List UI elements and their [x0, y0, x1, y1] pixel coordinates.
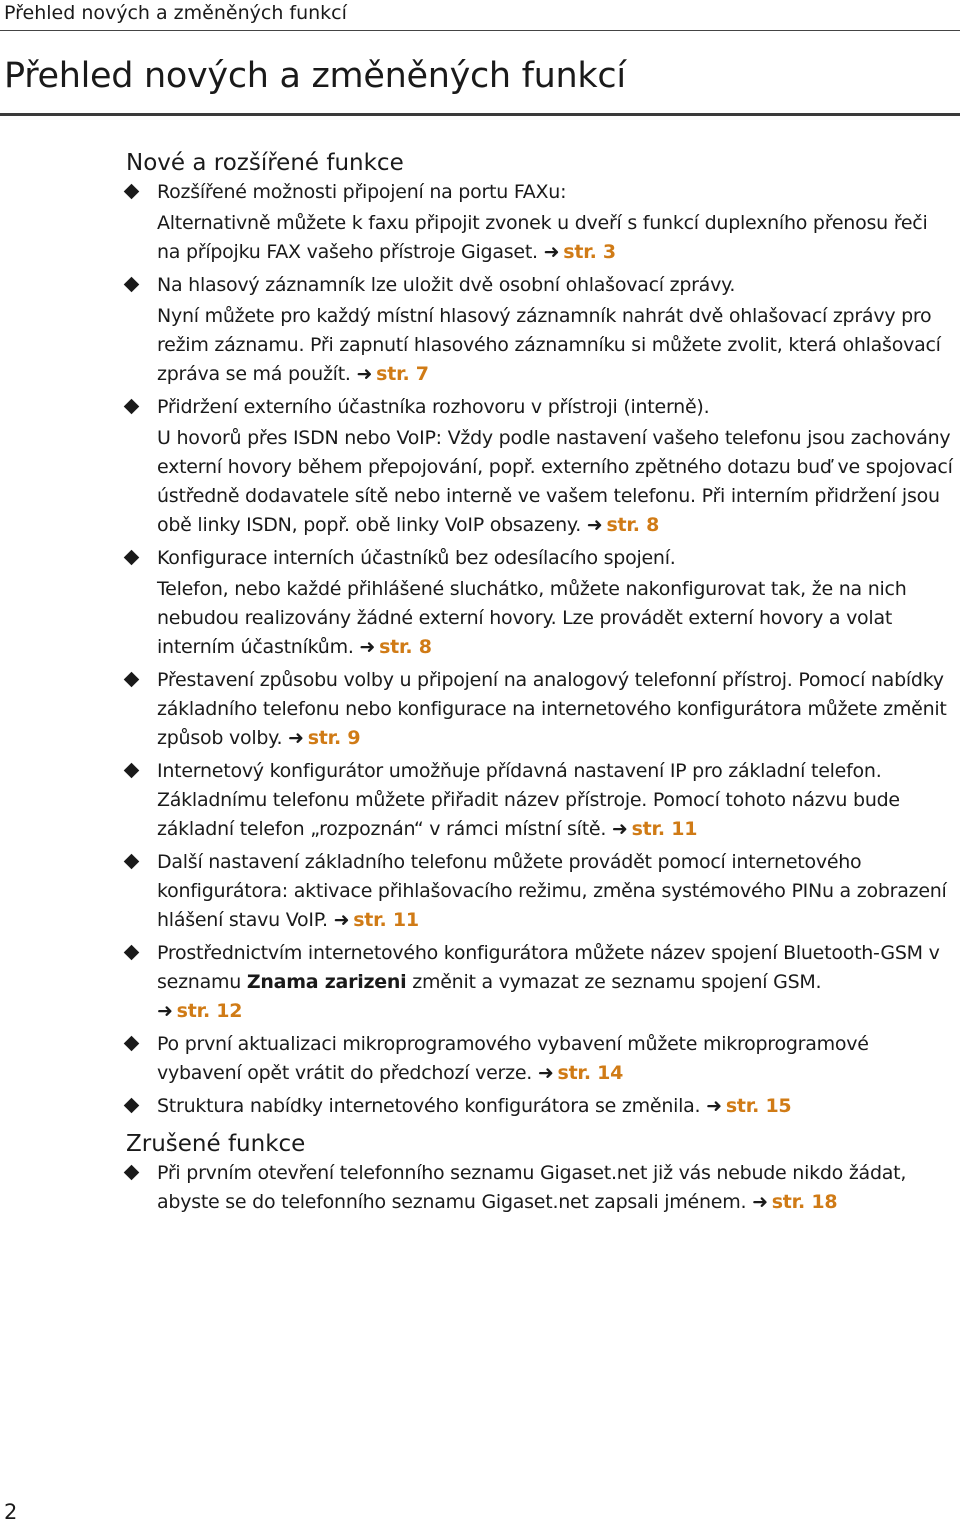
diamond-bullet-icon	[124, 184, 140, 200]
page-reference-text: str. 9	[307, 727, 361, 749]
arrow-right-icon: ➜	[586, 514, 603, 536]
removed-features-list	[126, 1159, 956, 1217]
arrow-right-icon: ➜	[706, 1095, 722, 1117]
page-reference-text: str. 11	[353, 909, 419, 931]
list-item	[126, 544, 956, 662]
arrow-right-icon: ➜	[333, 909, 350, 931]
page-title: Přehled nových a změněných funkcí	[4, 56, 626, 96]
diamond-bullet-icon	[124, 277, 140, 293]
diamond-bullet-icon	[124, 1098, 140, 1114]
arrow-right-icon: ➜	[752, 1191, 768, 1213]
page-reference-link[interactable]	[544, 241, 616, 263]
item-lead-text: Struktura nabídky internetového konfigurátora se změnila.	[157, 1095, 701, 1117]
item-description-text: Telefon, nebo každé přihlášené sluchátko, můžete nakonfigurovat tak, že na nich nebudou realizovány žádné externí hovory. Lze provádět externí hovory a volat interním účastníkům.	[157, 578, 907, 658]
item-text	[157, 939, 956, 1026]
new-features-list	[126, 178, 956, 1121]
page-reference-link[interactable]	[538, 1062, 623, 1084]
page-reference-link[interactable]	[587, 514, 659, 536]
diamond-bullet-icon	[124, 672, 140, 688]
item-lead-text-after: změnit a vymazat ze seznamu spojení GSM.	[406, 971, 822, 993]
list-item	[126, 1030, 956, 1088]
item-heading: Rozšířené možnosti připojení na portu FAXu:	[157, 181, 567, 203]
arrow-right-icon: ➜	[356, 363, 373, 385]
diamond-bullet-icon	[124, 763, 140, 779]
page-number: 2	[4, 1500, 18, 1524]
section-heading-new-features: Nové a rozšířené funkce	[126, 150, 404, 176]
item-lead-text: Přestavení způsobu volby u připojení na analogový telefonní přístroj. Pomocí nabídky základního telefonu nebo konfigurace na internetového konfigurátora můžete změnit způsob volby.	[157, 669, 947, 749]
list-item	[126, 757, 956, 844]
page-reference-text: str. 7	[376, 363, 429, 385]
diamond-bullet-icon	[124, 1036, 140, 1052]
page-reference-link[interactable]	[288, 727, 360, 749]
arrow-right-icon: ➜	[543, 241, 560, 263]
arrow-right-icon: ➜	[537, 1062, 554, 1084]
item-lead-text-before: Prostřednictvím internetového konfigurátora můžete název spojení Bluetooth-GSM v seznamu	[157, 942, 940, 993]
page-reference-link[interactable]	[357, 363, 429, 385]
item-description-text: Nyní můžete pro každý místní hlasový záznamník nahrát dvě ohlašovací zprávy pro režim záznamu. Při zapnutí hlasového záznamníku si můžete zvolit, která ohlašovací zpráva se má použít.	[157, 305, 941, 385]
page-reference-link[interactable]	[334, 909, 419, 931]
item-text	[157, 1030, 956, 1088]
arrow-right-icon: ➜	[288, 727, 304, 749]
item-description	[157, 302, 956, 389]
item-description-text: U hovorů přes ISDN nebo VoIP: Vždy podle nastavení vašeho telefonu jsou zachovány externí hovory během přepojování, popř. externího zpětného dotazu buď ve spojovací ústředně dodavatele sítě nebo interně ve vašem telefonu. Při interním přidržení jsou obě linky ISDN, popř. obě linky VoIP obsazeny.	[157, 427, 953, 536]
page-reference-text: str. 3	[563, 241, 616, 263]
list-item	[126, 1159, 956, 1217]
page-reference-text: str. 8	[379, 636, 432, 658]
list-item	[126, 848, 956, 935]
page-reference-link[interactable]	[706, 1095, 791, 1117]
item-text	[157, 1092, 956, 1121]
item-heading: Přidržení externího účastníka rozhovoru v přístroji (interně).	[157, 396, 710, 418]
header-divider	[0, 30, 960, 31]
item-lead-text: Po první aktualizaci mikroprogramového vybavení můžete mikroprogramové vybavení opět vrátit do předchozí verze.	[157, 1033, 869, 1084]
page-reference-link[interactable]	[157, 1000, 242, 1022]
item-text	[157, 666, 956, 753]
page-reference-link[interactable]	[612, 818, 697, 840]
item-heading: Na hlasový záznamník lze uložit dvě osobní ohlašovací zprávy.	[157, 274, 736, 296]
page-reference-text: str. 8	[606, 514, 660, 536]
diamond-bullet-icon	[124, 854, 140, 870]
item-heading: Konfigurace interních účastníků bez odesílacího spojení.	[157, 547, 676, 569]
running-header: Přehled nových a změněných funkcí	[4, 2, 347, 24]
list-item	[126, 178, 956, 267]
main-content	[126, 148, 956, 1221]
item-description	[157, 575, 956, 662]
item-description	[157, 209, 956, 267]
item-lead-text: Při prvním otevření telefonního seznamu Gigaset.net již vás nebude nikdo žádat, abyste se do telefonního seznamu Gigaset.net zapsali jménem.	[157, 1162, 907, 1213]
page-reference-text: str. 12	[176, 1000, 243, 1022]
page-reference-text: str. 11	[631, 818, 698, 840]
arrow-right-icon: ➜	[359, 636, 376, 658]
item-description	[157, 424, 956, 540]
menu-name-highlight: Znama zarizeni	[246, 971, 407, 993]
page-reference-link[interactable]	[752, 1191, 837, 1213]
list-item	[126, 393, 956, 540]
list-item	[126, 271, 956, 389]
item-lead-text: Internetový konfigurátor umožňuje přídavná nastavení IP pro základní telefon. Základnímu telefonu můžete přiřadit název přístroje. Pomocí tohoto názvu bude základní telefon „rozpoznán“ v rámci místní sítě.	[157, 760, 900, 840]
item-text	[157, 757, 956, 844]
list-item	[126, 939, 956, 1026]
title-divider	[0, 113, 960, 116]
arrow-right-icon: ➜	[157, 1000, 173, 1022]
page-reference-link[interactable]	[359, 636, 431, 658]
diamond-bullet-icon	[124, 1165, 140, 1181]
page-reference-text: str. 15	[725, 1095, 792, 1117]
item-lead-text: Další nastavení základního telefonu můžete provádět pomocí internetového konfigurátora: aktivace přihlašovacího režimu, změna systémového PINu a zobrazení hlášení stavu VoIP.	[157, 851, 947, 931]
page-reference-text: str. 18	[771, 1191, 838, 1213]
item-text	[157, 848, 956, 935]
diamond-bullet-icon	[124, 550, 140, 566]
item-description-text: Alternativně můžete k faxu připojit zvonek u dveří s funkcí duplexního přenosu řeči na přípojku FAX vašeho přístroje Gigaset.	[157, 212, 928, 263]
section-heading-removed-features: Zrušené funkce	[126, 1131, 306, 1157]
diamond-bullet-icon	[124, 399, 140, 415]
diamond-bullet-icon	[124, 945, 140, 961]
page-reference-text: str. 14	[557, 1062, 624, 1084]
arrow-right-icon: ➜	[611, 818, 628, 840]
item-text	[157, 1159, 956, 1217]
list-item	[126, 1092, 956, 1121]
list-item	[126, 666, 956, 753]
